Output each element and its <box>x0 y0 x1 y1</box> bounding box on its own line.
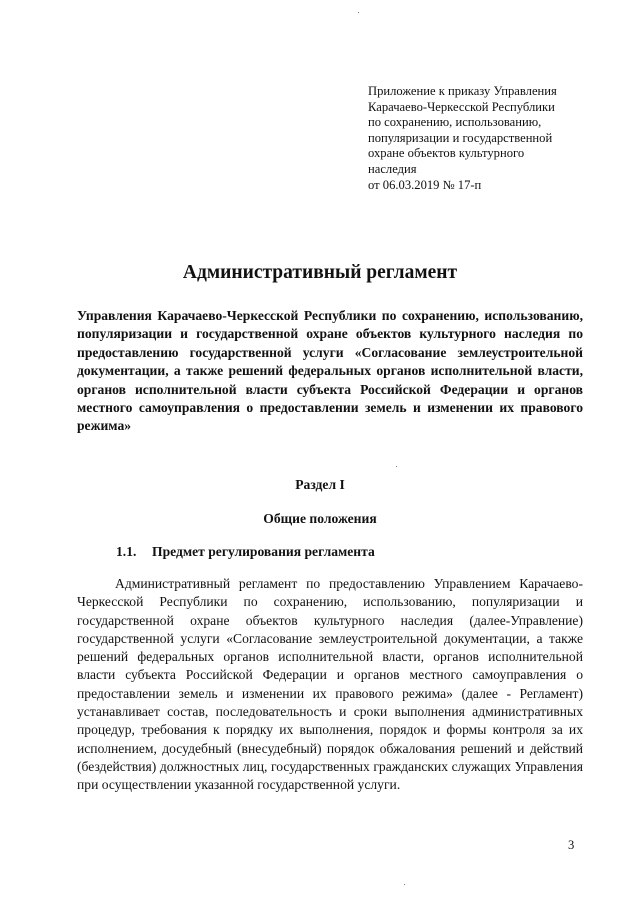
body-paragraph: Административный регламент по предоставлению Управлением Карачаево-Черкесской Республики по сохранению, использованию, популяризации и государственной охране объектов культурного наследия (далее-Управление) государственной услуги «Согласование землеустроительной документации, а также решений федеральных органов исполнительной власти, органов исполнительной власти субъекта Российской Федерации и органов местного самоуправления о предоставлении земель и изменении их правового режима» (далее - Регламент) устанавливает состав, последовательность и сроки выполнения административных процедур, требования к порядку их выполнения, порядок и формы контроля за их исполнением, досудебный (внесудебный) порядок обжалования решений и действий (бездействия) должностных лиц, государственных гражданских служащих Управления при осуществлении указанной государственной услуги. <box>77 576 583 793</box>
approval-note <box>368 84 598 193</box>
approval-line: Приложение к приказу Управления <box>368 84 557 98</box>
approval-line: от 06.03.2019 № 17-п <box>368 177 482 192</box>
document-subtitle: Управления Карачаево-Черкесской Республики по сохранению, использованию, популяризации и государственной охране объектов культурного наследия по предоставлению государственной услуги «Согласование землеустроительной документации, а также решений федеральных органов исполнительной власти, органов исполнительной власти субъекта Российской Федерации и органов местного самоуправления о предоставлении земель и изменении их правового режима» <box>77 308 583 434</box>
scan-speck <box>404 884 405 885</box>
document-title: Административный регламент <box>182 262 458 283</box>
page-number: 3 <box>568 838 575 852</box>
approval-line: наследия <box>368 161 417 176</box>
scan-speck <box>358 12 359 13</box>
approval-line: охране объектов культурного <box>368 146 525 161</box>
subsection-title: Предмет регулирования регламента <box>152 544 375 559</box>
approval-line: Карачаево-Черкесской Республики <box>368 99 555 114</box>
section-number: Раздел I <box>295 477 345 492</box>
section-title: Общие положения <box>263 511 377 526</box>
scan-speck <box>396 466 397 467</box>
approval-line: популяризации и государственной <box>368 130 553 145</box>
subsection-heading <box>116 543 375 561</box>
subsection-number: 1.1. <box>116 544 137 559</box>
approval-line: по сохранению, использованию, <box>368 115 542 130</box>
